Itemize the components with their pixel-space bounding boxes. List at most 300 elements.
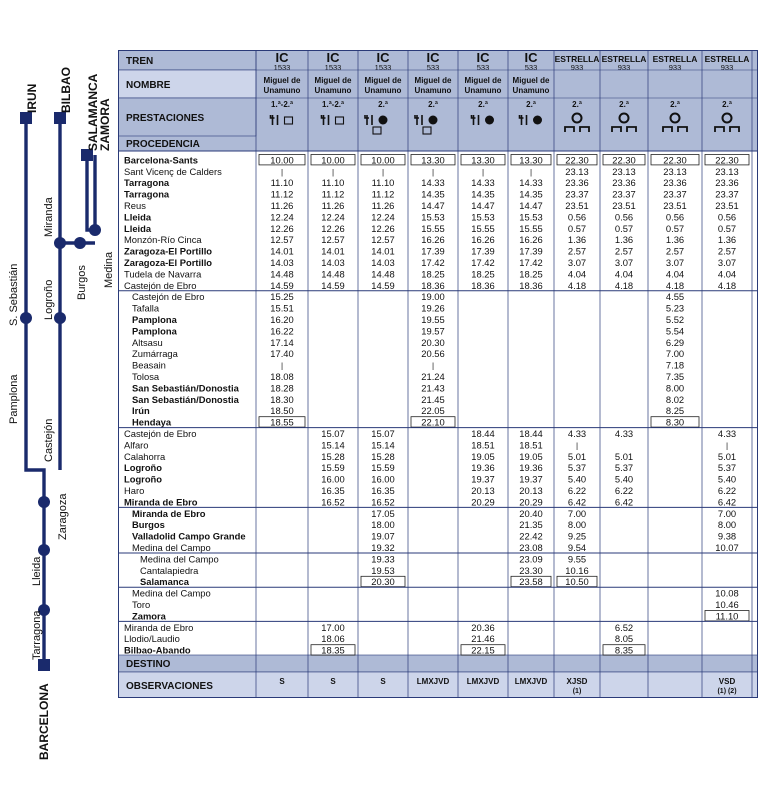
departure-time: 8.35 (614, 644, 634, 656)
station-name: Sant Vicenç de Calders (124, 165, 222, 177)
train-number: 533 (524, 63, 538, 72)
departure-time: 18.36 (421, 279, 445, 291)
departure-time: 1.36 (665, 234, 685, 246)
station-name: Miranda de Ebro (124, 621, 194, 633)
train-classes: 2.ª (670, 100, 680, 109)
departure-time: 4.04 (614, 268, 634, 280)
passes-through-mark: | (381, 167, 385, 177)
departure-time: 11.10 (715, 610, 739, 622)
train-name-line2: Unamuno (314, 86, 352, 95)
train-number: 933 (720, 63, 734, 72)
departure-time: 18.55 (270, 416, 294, 428)
station-name: Castejón de Ebro (132, 291, 205, 303)
departure-time: 7.00 (665, 348, 685, 360)
train-name-line2: Unamuno (414, 86, 452, 95)
departure-time: 15.53 (471, 211, 495, 223)
departure-time: 0.56 (665, 211, 685, 223)
departure-time: 19.05 (471, 450, 495, 462)
train-observations-note: (1) (572, 688, 582, 695)
departure-time: 23.13 (612, 165, 636, 177)
departure-time: 23.13 (565, 165, 589, 177)
departure-time: 23.37 (663, 188, 687, 200)
departure-time: 17.42 (519, 257, 543, 268)
passes-through-mark: | (280, 167, 284, 177)
departure-time: 18.08 (270, 371, 294, 382)
departure-time: 15.25 (270, 291, 294, 303)
departure-time: 15.28 (371, 450, 395, 462)
departure-time: 9.55 (567, 553, 587, 565)
station-label-s-sebastian: S. Sebastián (8, 263, 20, 326)
departure-time: 15.59 (321, 462, 345, 474)
train-type: IC (426, 50, 440, 65)
departure-time: 17.05 (371, 507, 395, 519)
station-name: Logroño (124, 462, 163, 474)
departure-time: 12.26 (270, 222, 294, 234)
train-classes: 2.ª (378, 100, 388, 109)
departure-time: 19.26 (421, 302, 445, 314)
station-name: Barcelona-Sants (124, 154, 198, 166)
departure-time: 18.50 (270, 405, 294, 417)
station-name: Burgos (132, 519, 165, 531)
departure-time: 15.59 (371, 462, 395, 474)
station-name: Tolosa (132, 371, 160, 382)
departure-time: 11.10 (371, 177, 395, 189)
departure-time: 6.22 (717, 485, 737, 496)
departure-time: 11.10 (321, 177, 345, 189)
train-type: IC (376, 50, 390, 65)
minibar-icon (533, 116, 542, 125)
departure-time: 17.00 (321, 621, 345, 633)
label-observaciones: OBSERVACIONES (126, 681, 213, 692)
station-label-zaragoza: Zaragoza (57, 493, 69, 540)
station-name: Toro (132, 599, 151, 610)
departure-time: 4.04 (567, 268, 587, 280)
departure-time: 8.05 (614, 633, 634, 645)
train-name-line1: Miguel de (364, 76, 402, 85)
label-tren: TREN (126, 56, 154, 67)
passes-through-mark: | (280, 361, 284, 371)
label-procedencia: PROCEDENCIA (126, 139, 200, 150)
train-type: ESTRELLA (601, 54, 647, 64)
departure-time: 3.07 (567, 257, 587, 268)
departure-time: 19.55 (421, 314, 445, 325)
departure-time: 5.37 (567, 462, 587, 474)
departure-time: 2.57 (665, 245, 685, 257)
departure-time: 18.44 (471, 428, 495, 439)
departure-time: 23.51 (565, 200, 589, 211)
departure-time: 4.04 (717, 268, 737, 280)
train-type: IC (326, 50, 340, 65)
departure-time: 11.12 (371, 188, 395, 200)
departure-time: 20.13 (519, 485, 543, 496)
departure-time: 18.51 (471, 439, 495, 451)
departure-time: 4.18 (567, 279, 587, 291)
departure-time: 20.56 (421, 348, 445, 360)
departure-time: 16.52 (321, 496, 345, 508)
departure-time: 22.15 (471, 644, 495, 656)
departure-time: 6.52 (614, 621, 634, 633)
departure-time: 0.56 (567, 211, 587, 223)
train-type: IC (524, 50, 538, 65)
departure-time: 11.12 (321, 188, 345, 200)
station-dot (54, 237, 66, 249)
departure-time: 14.03 (371, 257, 395, 268)
train-observations: XJSD (566, 677, 588, 686)
departure-time: 16.52 (371, 496, 395, 508)
departure-time: 18.30 (270, 393, 294, 405)
train-type: ESTRELLA (704, 54, 750, 64)
station-label-zamora: ZAMORA (98, 98, 112, 151)
station-dot (74, 237, 86, 249)
departure-time: 23.08 (519, 542, 543, 553)
train-name-line1: Miguel de (263, 76, 301, 85)
departure-time: 16.26 (421, 234, 445, 246)
departure-time: 14.59 (321, 279, 345, 291)
station-name: San Sebastián/Donostia (132, 382, 239, 394)
departure-time: 4.33 (717, 428, 737, 439)
departure-time: 1.36 (717, 234, 737, 246)
station-dot (38, 496, 50, 508)
departure-time: 5.23 (665, 302, 685, 314)
departure-time: 20.29 (519, 496, 543, 508)
station-name: Miranda de Ebro (132, 507, 206, 519)
departure-time: 18.44 (519, 428, 543, 439)
departure-time: 13.30 (471, 154, 495, 166)
departure-time: 5.01 (567, 450, 587, 462)
train-name-line2: Unamuno (263, 86, 301, 95)
station-label-tarragona: Tarragona (31, 610, 43, 660)
train-type: ESTRELLA (652, 54, 698, 64)
train-classes: 2.ª (572, 100, 582, 109)
departure-time: 10.50 (565, 576, 589, 588)
departure-time: 22.30 (612, 154, 636, 166)
station-name: Pamplona (132, 314, 177, 325)
departure-time: 12.24 (321, 211, 345, 223)
departure-time: 23.09 (519, 553, 543, 565)
train-number: 933 (668, 63, 682, 72)
departure-time: 23.51 (663, 200, 687, 211)
departure-time: 12.57 (371, 234, 395, 246)
train-observations: LMXJVD (466, 677, 500, 686)
train-observations-note: (1) (2) (717, 688, 737, 695)
departure-time: 15.55 (471, 222, 495, 234)
departure-time: 4.33 (567, 428, 587, 439)
station-name: Tafalla (132, 302, 160, 314)
departure-time: 19.33 (371, 553, 395, 565)
train-name-line1: Miguel de (414, 76, 452, 85)
departure-time: 19.53 (371, 564, 395, 576)
departure-time: 15.53 (421, 211, 445, 223)
departure-time: 6.29 (665, 336, 685, 348)
passes-through-mark: | (481, 167, 485, 177)
station-label-lleida: Lleida (31, 556, 43, 586)
passes-through-mark: | (331, 167, 335, 177)
departure-time: 7.00 (567, 507, 587, 519)
station-name: Llodio/Laudio (124, 633, 180, 645)
departure-time: 5.40 (567, 473, 587, 485)
departure-time: 14.03 (270, 257, 294, 268)
departure-time: 23.51 (715, 200, 739, 211)
station-label-burgos: Burgos (76, 265, 88, 300)
departure-time: 3.07 (717, 257, 737, 268)
departure-time: 19.36 (471, 462, 495, 474)
departure-time: 11.26 (270, 200, 294, 211)
station-name: Zumárraga (132, 348, 178, 360)
departure-time: 14.47 (421, 200, 445, 211)
minibar-icon (379, 116, 388, 125)
departure-time: 5.37 (717, 462, 737, 474)
departure-time: 6.42 (717, 496, 737, 508)
train-type: ESTRELLA (554, 54, 600, 64)
departure-time: 22.30 (565, 154, 589, 166)
label-destino: DESTINO (126, 659, 171, 670)
departure-time: 18.35 (321, 644, 345, 656)
departure-time: 15.53 (519, 211, 543, 223)
departure-time: 14.47 (519, 200, 543, 211)
station-name: Salamanca (140, 576, 189, 588)
departure-time: 5.40 (614, 473, 634, 485)
departure-time: 6.42 (614, 496, 634, 508)
station-label-medina: Medina (103, 251, 115, 288)
departure-time: 17.42 (421, 257, 445, 268)
departure-time: 23.37 (612, 188, 636, 200)
departure-time: 19.37 (471, 473, 495, 485)
train-name-line2: Unamuno (464, 86, 502, 95)
station-name: Beasain (132, 359, 166, 371)
departure-time: 8.00 (665, 382, 685, 394)
departure-time: 0.57 (665, 222, 685, 234)
departure-time: 10.07 (715, 542, 739, 553)
departure-time: 22.30 (715, 154, 739, 166)
station-label-salamanca: SALAMANCA (86, 73, 100, 151)
station-label-logrono: Logroño (43, 279, 55, 320)
departure-time: 0.57 (567, 222, 587, 234)
train-classes: 1.ª-2.ª (271, 100, 293, 109)
passes-through-mark: | (431, 361, 435, 371)
train-name-line2: Unamuno (512, 86, 550, 95)
departure-time: 17.40 (270, 348, 294, 360)
departure-time: 23.36 (612, 177, 636, 189)
timetable (118, 50, 758, 698)
train-number: 933 (617, 63, 631, 72)
station-label-pamplona: Pamplona (8, 374, 20, 424)
station-name: Reus (124, 200, 146, 211)
station-dot (20, 312, 32, 324)
departure-time: 15.14 (321, 439, 345, 451)
train-classes: 2.ª (428, 100, 438, 109)
departure-time: 14.03 (321, 257, 345, 268)
departure-time: 22.30 (663, 154, 687, 166)
departure-time: 5.52 (665, 314, 685, 325)
departure-time: 21.46 (471, 633, 495, 645)
train-observations: LMXJVD (416, 677, 450, 686)
departure-time: 23.13 (715, 165, 739, 177)
departure-time: 9.38 (717, 530, 737, 542)
departure-time: 21.24 (421, 371, 445, 382)
departure-time: 21.35 (519, 519, 543, 531)
departure-time: 18.51 (519, 439, 543, 451)
departure-time: 8.00 (717, 519, 737, 531)
departure-time: 19.57 (421, 325, 445, 337)
passes-through-mark: | (529, 167, 533, 177)
departure-time: 23.51 (612, 200, 636, 211)
station-label-bilbao: BILBAO (59, 67, 73, 113)
minibar-icon (485, 116, 494, 125)
train-observations: VSD (718, 677, 736, 686)
train-observations: LMXJVD (514, 677, 548, 686)
minibar-icon (429, 116, 438, 125)
passes-through-mark: | (431, 167, 435, 177)
departure-time: 23.13 (663, 165, 687, 177)
departure-time: 20.40 (519, 507, 543, 519)
departure-time: 11.12 (270, 188, 294, 200)
departure-time: 11.10 (270, 177, 294, 189)
departure-time: 14.01 (321, 245, 345, 257)
departure-time: 7.35 (665, 371, 685, 382)
departure-time: 16.20 (270, 314, 294, 325)
departure-time: 16.00 (371, 473, 395, 485)
departure-time: 15.07 (371, 428, 395, 439)
station-dot (38, 544, 50, 556)
departure-time: 2.57 (614, 245, 634, 257)
departure-time: 19.37 (519, 473, 543, 485)
station-name: Tarragona (124, 177, 170, 189)
train-classes: 2.ª (722, 100, 732, 109)
departure-time: 4.04 (665, 268, 685, 280)
station-name: Zamora (132, 610, 166, 622)
station-name: Haro (124, 485, 145, 496)
departure-time: 20.29 (471, 496, 495, 508)
departure-time: 12.26 (321, 222, 345, 234)
departure-time: 6.42 (567, 496, 587, 508)
departure-time: 23.36 (565, 177, 589, 189)
departure-time: 22.42 (519, 530, 543, 542)
departure-time: 16.00 (321, 473, 345, 485)
departure-time: 21.45 (421, 393, 445, 405)
passes-through-mark: | (725, 441, 729, 451)
station-label-castejon: Castejón (43, 418, 55, 462)
departure-time: 16.35 (371, 485, 395, 496)
departure-time: 15.51 (270, 302, 294, 314)
station-name: Castejón de Ebro (124, 428, 197, 439)
departure-time: 23.37 (715, 188, 739, 200)
departure-time: 7.00 (717, 507, 737, 519)
departure-time: 14.35 (421, 188, 445, 200)
station-label-barcelona: BARCELONA (37, 683, 51, 760)
departure-time: 10.00 (270, 154, 294, 166)
station-name: Alfaro (124, 439, 149, 451)
departure-time: 7.18 (665, 359, 685, 371)
train-name-line1: Miguel de (512, 76, 550, 85)
train-number: 933 (570, 63, 584, 72)
departure-time: 2.57 (717, 245, 737, 257)
departure-time: 19.32 (371, 542, 395, 553)
departure-time: 11.26 (321, 200, 345, 211)
station-dot (54, 312, 66, 324)
station-name: Monzón-Río Cinca (124, 234, 202, 246)
train-name-line2: Unamuno (364, 86, 402, 95)
train-number: 533 (476, 63, 490, 72)
departure-time: 10.00 (371, 154, 395, 166)
departure-time: 9.25 (567, 530, 587, 542)
departure-time: 18.36 (519, 279, 543, 291)
departure-time: 14.01 (371, 245, 395, 257)
departure-time: 14.33 (471, 177, 495, 189)
departure-time: 1.36 (614, 234, 634, 246)
train-classes: 1.ª-2.ª (322, 100, 344, 109)
departure-time: 0.57 (717, 222, 737, 234)
departure-time: 16.35 (321, 485, 345, 496)
train-type: IC (275, 50, 289, 65)
departure-time: 17.42 (471, 257, 495, 268)
station-name: Castejón de Ebro (124, 279, 197, 291)
departure-time: 17.14 (270, 336, 294, 348)
departure-time: 14.35 (519, 188, 543, 200)
departure-time: 6.22 (614, 485, 634, 496)
departure-time: 10.00 (321, 154, 345, 166)
train-number: 533 (426, 63, 440, 72)
departure-time: 4.33 (614, 428, 634, 439)
departure-time: 5.01 (614, 450, 634, 462)
departure-time: 23.58 (519, 576, 543, 588)
train-observations: S (380, 677, 386, 686)
departure-time: 0.56 (717, 211, 737, 223)
train-observations: S (330, 677, 336, 686)
departure-time: 9.54 (567, 542, 587, 553)
departure-time: 16.26 (471, 234, 495, 246)
station-name: Zaragoza-El Portillo (124, 245, 213, 257)
procedencia-bg (118, 136, 758, 151)
departure-time: 23.30 (519, 564, 543, 576)
departure-time: 5.40 (717, 473, 737, 485)
route-map (0, 0, 118, 800)
station-name: Lleida (124, 222, 152, 234)
departure-time: 4.18 (614, 279, 634, 291)
train-classes: 2.ª (619, 100, 629, 109)
departure-time: 14.48 (321, 268, 345, 280)
departure-time: 18.06 (321, 633, 345, 645)
departure-time: 17.39 (421, 245, 445, 257)
station-name: Pamplona (132, 325, 177, 337)
departure-time: 22.05 (421, 405, 445, 417)
departure-time: 18.28 (270, 382, 294, 394)
departure-time: 20.36 (471, 621, 495, 633)
departure-time: 5.01 (717, 450, 737, 462)
departure-time: 13.30 (519, 154, 543, 166)
station-name: Zaragoza-El Portillo (124, 257, 213, 268)
train-name-line1: Miguel de (314, 76, 352, 85)
departure-time: 23.36 (663, 177, 687, 189)
station-name: Miranda de Ebro (124, 496, 198, 508)
departure-time: 13.30 (421, 154, 445, 166)
departure-time: 15.28 (321, 450, 345, 462)
departure-time: 20.30 (371, 576, 395, 588)
departure-time: 14.47 (471, 200, 495, 211)
departure-time: 15.14 (371, 439, 395, 451)
departure-time: 14.48 (270, 268, 294, 280)
departure-time: 16.26 (519, 234, 543, 246)
departure-time: 12.24 (371, 211, 395, 223)
departure-time: 14.33 (519, 177, 543, 189)
station-name: Altsasu (132, 336, 163, 348)
departure-time: 5.37 (614, 462, 634, 474)
departure-time: 2.57 (567, 245, 587, 257)
departure-time: 14.01 (270, 245, 294, 257)
departure-time: 5.54 (665, 325, 685, 337)
label-nombre: NOMBRE (126, 80, 171, 91)
departure-time: 15.55 (519, 222, 543, 234)
departure-time: 19.00 (421, 291, 445, 303)
